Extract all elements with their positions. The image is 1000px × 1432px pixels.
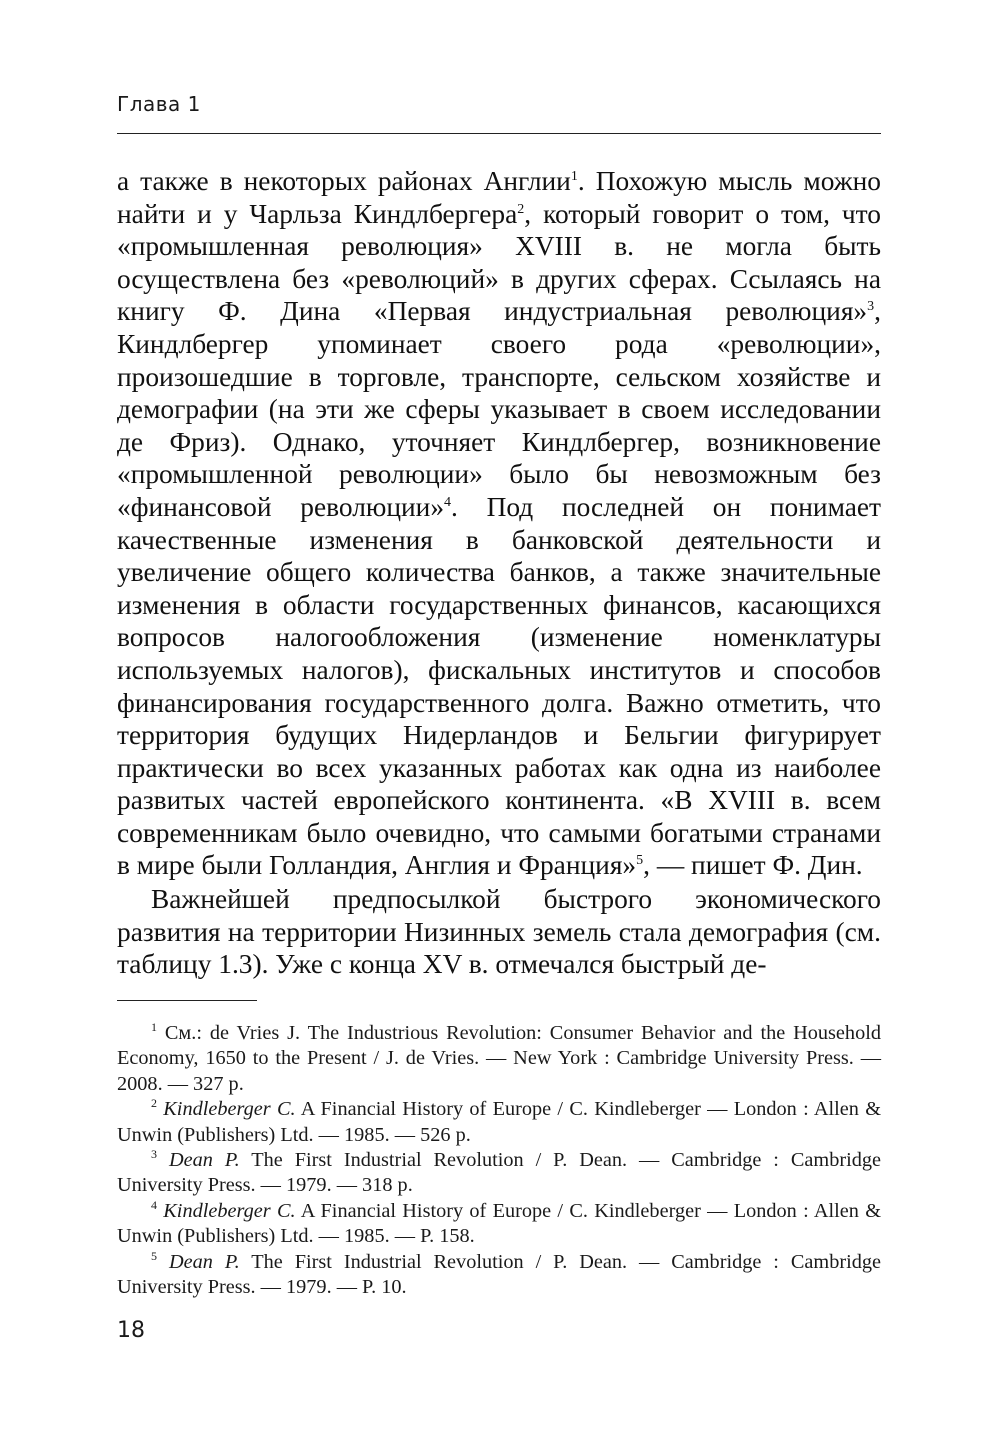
footnote-number: 1 [151,1020,157,1035]
footnote-ref-5[interactable]: 5 [636,853,644,869]
text-segment: а также в некоторых районах Англии [117,166,571,196]
footnote-number: 3 [151,1147,157,1162]
running-header: Глава 1 [117,92,201,116]
footnote-ref-1[interactable]: 1 [570,168,578,184]
page-number: 18 [117,1318,145,1343]
text-segment: . Под последней он понимает качественные изменения в банковской деятельности и увеличение общего количества банков, а также значительные изменения в области государственных финансов, касающихся вопросов налогообложения (изменение номенклатуры используемых налогов), фискальных институтов и способов финансирования государственного долга. Важно отметить, что территория будущих Нидерландов и Бельгии фигурирует практически во всех указанных работах как одна из наиболее развитых частей европейского континента. «В XVIII в. всем современникам было очевидно, что самыми богатыми странами в мире были Голландия, Англия и Франция» [117,491,881,881]
text-segment: , который говорит о том, что «промышленная революция» XVIII в. не могла быть осуществлена без «революций» в других сферах. Ссылаясь на книгу Ф. Дина «Первая индустриальная революция» [117,198,881,327]
footnotes [117,1021,881,1300]
footnote-number: 4 [151,1198,157,1213]
footnote-text: The First Industrial Revolution / P. Dean. — Cambridge : Cambridge University Press. — 1979. — 318 p. [117,1149,882,1197]
footnote-author: Kindleberger C. [163,1199,296,1222]
footnote-2 [117,1097,881,1148]
footnote-author: Dean P. [168,1250,240,1273]
footnote-author: Dean P. [168,1149,240,1172]
footnote-ref-3[interactable]: 3 [867,299,875,315]
main-text [117,165,881,981]
paragraph-1 [117,165,881,882]
text-segment: , — пишет Ф. Дин. [643,850,863,881]
footnote-3 [117,1148,881,1199]
footnote-author: Kindleberger C. [163,1098,296,1121]
footnote-text: A Financial History of Europe / C. Kindleberger — London : Allen & Unwin (Publishers) Ltd. — 1985. — P. 158. [117,1199,881,1248]
footnote-1 [117,1021,881,1097]
footnote-divider [117,1000,257,1001]
footnote-text: The First Industrial Revolution / P. Dean. — Cambridge : Cambridge University Press. — 1979. — P. 10. [117,1250,882,1299]
paragraph-2: Важнейшей предпосылкой быстрого экономического развития на территории Низинных земель стала демография (см. таблицу 1.3). Уже с конца XV в. отмечался быстрый де- [117,884,881,980]
footnote-5 [117,1250,881,1301]
header-divider [117,133,881,134]
footnote-text: См.: de Vries J. The Industrious Revolution: Consumer Behavior and the Household Economy, 1650 to the Present / J. de Vries. — New York : Cambridge University Press. — 2008. — 327 p. [117,1022,881,1095]
footnote-4 [117,1199,881,1250]
footnote-number: 5 [151,1248,157,1263]
text-segment: , Киндлбергер упоминает своего рода «революции», произошедшие в торговле, транспорте, сельском хозяйстве и демографии (на эти же сферы указывает в своем исследовании де Фриз). Однако, уточняет Киндлбергер, возникновение «промышленной революции» было бы невозможным без «финансовой революции» [117,296,881,522]
footnote-ref-4[interactable]: 4 [444,494,452,510]
footnote-ref-2[interactable]: 2 [517,201,525,217]
footnote-number: 2 [151,1096,157,1111]
text-segment: . Похожую мысль можно найти и у Чарльза Киндлбергера [117,166,881,229]
footnote-text: A Financial History of Europe / C. Kindleberger — London : Allen & Unwin (Publishers) Ltd. — 1985. — 526 p. [117,1098,881,1146]
